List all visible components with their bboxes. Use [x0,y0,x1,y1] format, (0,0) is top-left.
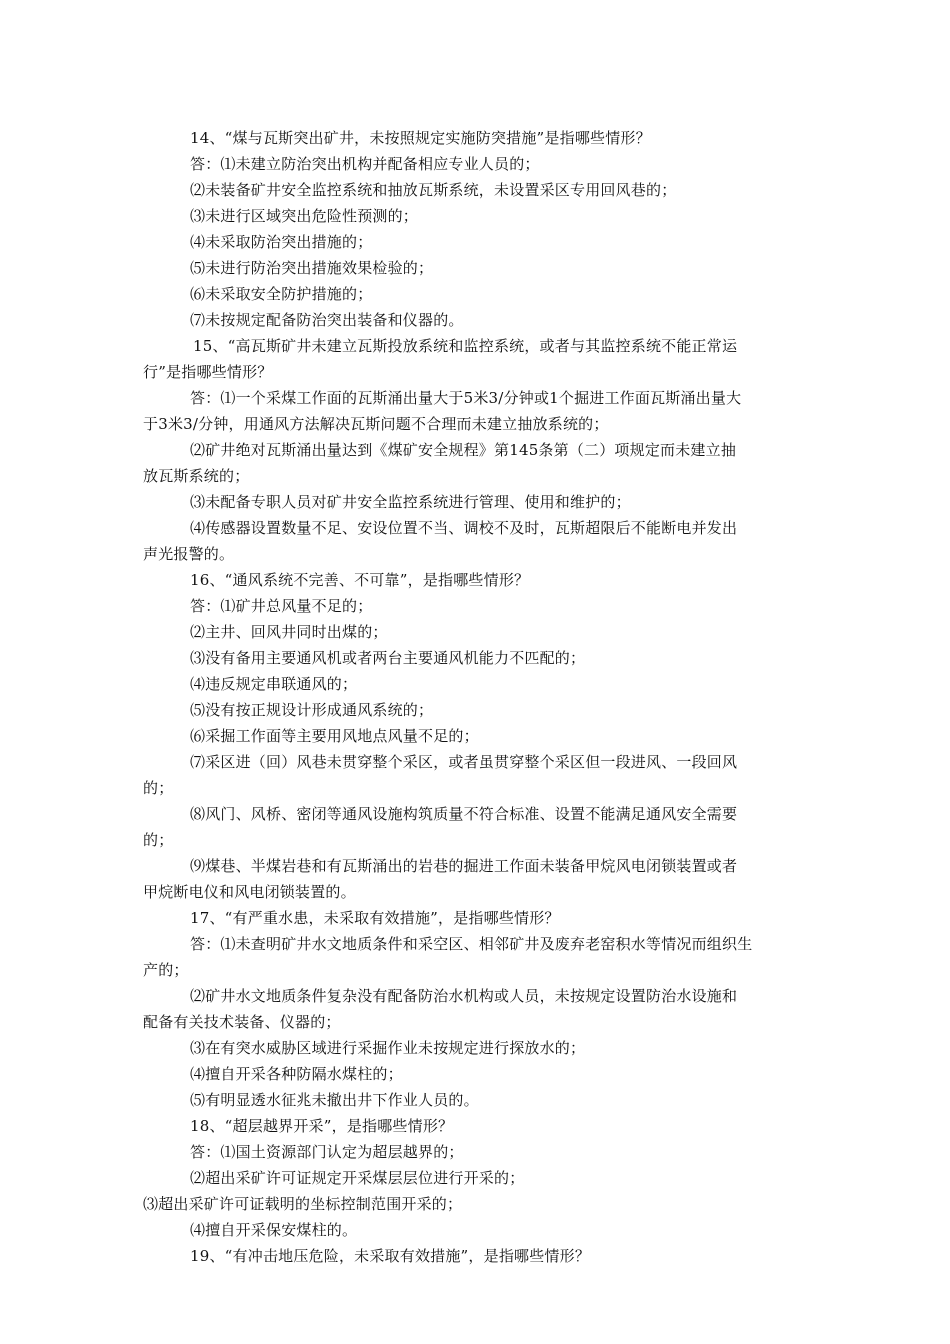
answer-q16-2: ⑵主井、回风井同时出煤的； [190,623,388,641]
answer-q16-3: ⑶没有备用主要通风机或者两台主要通风机能力不匹配的； [190,649,586,667]
answer-q18-1: 答：⑴国土资源部门认定为超层越界的； [190,1143,464,1161]
answer-q15-4: ⑷传感器设置数量不足、安设位置不当、调校不及时，瓦斯超限后不能断电并发出 [190,519,738,537]
answer-q14-3: ⑶未进行区域突出危险性预测的； [190,207,419,225]
answer-q17-1-cont: 产的； [143,961,189,979]
heading-q15-cont: 行”是指哪些情形？ [143,363,273,381]
answer-q17-2: ⑵矿井水文地质条件复杂没有配备防治水机构或人员，未按规定设置防治水设施和 [190,987,738,1005]
answer-q15-2: ⑵矿井绝对瓦斯涌出量达到《煤矿安全规程》第145条第（二）项规定而未建立抽 [190,441,737,459]
answer-q14-7: ⑺未按规定配备防治突出装备和仪器的。 [190,311,464,329]
heading-q19: 19、“有冲击地压危险，未采取有效措施”，是指哪些情形？ [190,1247,591,1265]
answer-q16-1: 答：⑴矿井总风量不足的； [190,597,373,615]
answer-q18-3: ⑶超出采矿许可证载明的坐标控制范围开采的； [143,1195,463,1213]
answer-q14-6: ⑹未采取安全防护措施的； [190,285,373,303]
answer-q16-7-cont: 的； [143,779,174,797]
answer-q16-8: ⑻风门、风桥、密闭等通风设施构筑质量不符合标准、设置不能满足通风安全需要 [190,805,738,823]
heading-q14: 14、“煤与瓦斯突出矿井，未按照规定实施防突措施”是指哪些情形？ [190,129,651,147]
answer-q17-3: ⑶在有突水威胁区域进行采掘作业未按规定进行探放水的； [190,1039,586,1057]
answer-q18-4: ⑷擅自开采保安煤柱的。 [190,1221,358,1239]
answer-q17-5: ⑸有明显透水征兆未撤出井下作业人员的。 [190,1091,479,1109]
answer-q16-5: ⑸没有按正规设计形成通风系统的； [190,701,434,719]
answer-q14-2: ⑵未装备矿井安全监控系统和抽放瓦斯系统，未设置采区专用回风巷的； [190,181,677,199]
answer-q14-4: ⑷未采取防治突出措施的； [190,233,373,251]
heading-q17: 17、“有严重水患，未采取有效措施”，是指哪些情形？ [190,909,560,927]
answer-q15-2-cont: 放瓦斯系统的； [143,467,250,485]
answer-q16-6: ⑹采掘工作面等主要用风地点风量不足的； [190,727,479,745]
answer-q16-9: ⑼煤巷、半煤岩巷和有瓦斯涌出的岩巷的掘进工作面未装备甲烷风电闭锁装置或者 [190,857,738,875]
answer-q17-2-cont: 配备有关技术装备、仪器的； [143,1013,341,1031]
answer-q14-5: ⑸未进行防治突出措施效果检验的； [190,259,434,277]
answer-q17-1: 答：⑴未查明矿井水文地质条件和采空区、相邻矿井及废弃老窑积水等情况而组织生 [190,935,753,953]
answer-q14-1: 答：⑴未建立防治突出机构并配备相应专业人员的； [190,155,540,173]
heading-q18: 18、“超层越界开采”，是指哪些情形？ [190,1117,454,1135]
answer-q16-9-cont: 甲烷断电仪和风电闭锁装置的。 [143,883,356,901]
answer-q18-2: ⑵超出采矿许可证规定开采煤层层位进行开采的； [190,1169,525,1187]
answer-q15-3: ⑶未配备专职人员对矿井安全监控系统进行管理、使用和维护的； [190,493,631,511]
answer-q16-4: ⑷违反规定串联通风的； [190,675,358,693]
heading-q15: 15、“高瓦斯矿井未建立瓦斯投放系统和监控系统，或者与其监控系统不能正常运 [193,337,738,355]
answer-q15-4-cont: 声光报警的。 [143,545,235,563]
answer-q17-4: ⑷擅自开采各种防隔水煤柱的； [190,1065,403,1083]
answer-q16-7: ⑺采区进（回）风巷未贯穿整个采区，或者虽贯穿整个采区但一段进风、一段回风 [190,753,738,771]
heading-q16: 16、“通风系统不完善、不可靠”，是指哪些情形？ [190,571,530,589]
answer-q15-1: 答：⑴一个采煤工作面的瓦斯涌出量大于5米3/分钟或1个掘进工作面瓦斯涌出量大 [190,389,742,407]
answer-q15-1-cont: 于3米3/分钟，用通风方法解决瓦斯问题不合理而未建立抽放系统的； [143,415,609,433]
answer-q16-8-cont: 的； [143,831,174,849]
